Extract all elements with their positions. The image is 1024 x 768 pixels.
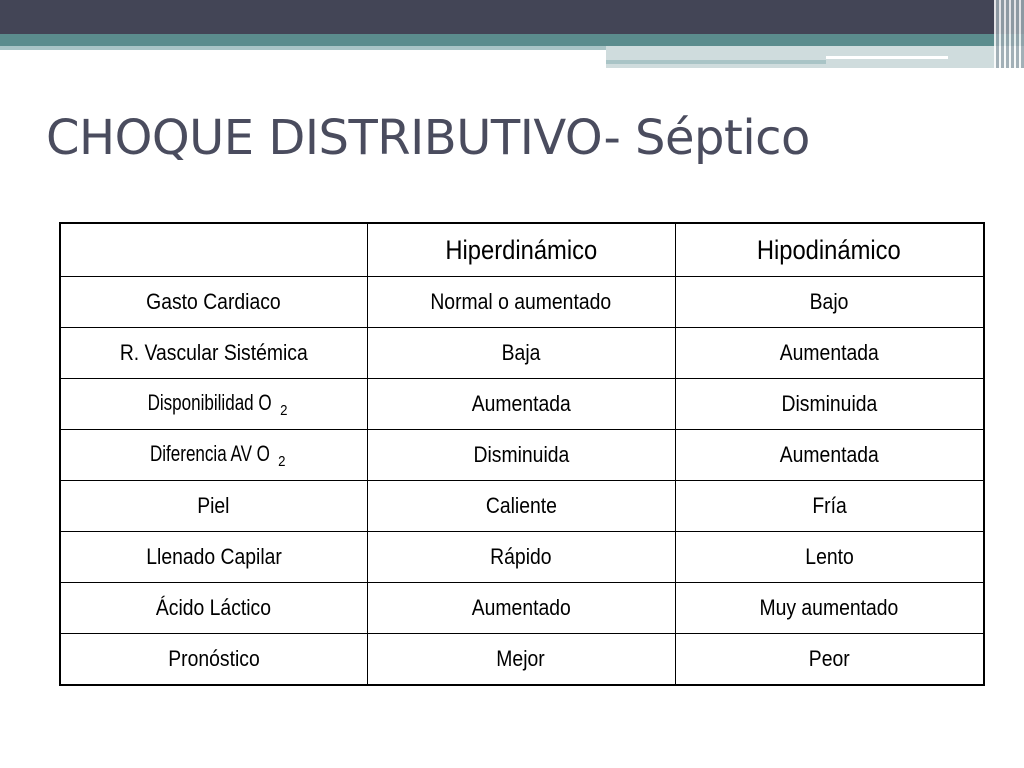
cell-hipodinamico: Lento xyxy=(675,532,984,583)
table-row xyxy=(60,532,984,583)
row-label: Gasto Cardiaco xyxy=(60,277,367,328)
header-cell-hipodinamico: Hipodinámico xyxy=(675,223,984,277)
cell-hipodinamico: Aumentada xyxy=(675,328,984,379)
cell-hiperdinamico: Normal o aumentado xyxy=(367,277,675,328)
table-row xyxy=(60,430,984,481)
cell-hiperdinamico: Disminuida xyxy=(367,430,675,481)
row-label: Disponibilidad O $_2$ xyxy=(60,379,367,430)
row-label: Ácido Láctico xyxy=(60,583,367,634)
top-banner-accent-line xyxy=(606,60,826,64)
cell-hipodinamico: Bajo xyxy=(675,277,984,328)
cell-hiperdinamico: Rápido xyxy=(367,532,675,583)
cell-hiperdinamico: Baja xyxy=(367,328,675,379)
top-banner-stripes xyxy=(994,0,1024,68)
top-banner-teal xyxy=(0,34,1024,46)
top-banner-dark xyxy=(0,0,1024,34)
table-row xyxy=(60,379,984,430)
row-label: Piel xyxy=(60,481,367,532)
cell-hipodinamico: Disminuida xyxy=(675,379,984,430)
table-row xyxy=(60,583,984,634)
cell-hipodinamico: Aumentada xyxy=(675,430,984,481)
comparison-table xyxy=(59,222,985,686)
cell-hipodinamico: Muy aumentado xyxy=(675,583,984,634)
table-header-row xyxy=(60,223,984,277)
subscript: 2 xyxy=(278,452,286,470)
table-row xyxy=(60,277,984,328)
top-banner-white-line xyxy=(826,56,948,59)
slide-title: CHOQUE DISTRIBUTIVO- Séptico xyxy=(46,110,810,166)
top-banner-light-left xyxy=(0,46,606,50)
row-label: Pronóstico xyxy=(60,634,367,686)
row-label: Diferencia AV O $_2$ xyxy=(60,430,367,481)
header-cell-hiperdinamico: Hiperdinámico xyxy=(367,223,675,277)
cell-hiperdinamico: Aumentada xyxy=(367,379,675,430)
table-row xyxy=(60,328,984,379)
cell-hiperdinamico: Mejor xyxy=(367,634,675,686)
subscript: 2 xyxy=(280,401,288,419)
cell-hipodinamico: Fría xyxy=(675,481,984,532)
top-banner-light-right xyxy=(606,46,1024,68)
cell-hiperdinamico: Aumentado xyxy=(367,583,675,634)
row-label: R. Vascular Sistémica xyxy=(60,328,367,379)
table-row xyxy=(60,481,984,532)
cell-hiperdinamico: Caliente xyxy=(367,481,675,532)
table-row xyxy=(60,634,984,686)
header-cell-empty xyxy=(60,223,367,277)
row-label: Llenado Capilar xyxy=(60,532,367,583)
cell-hipodinamico: Peor xyxy=(675,634,984,686)
